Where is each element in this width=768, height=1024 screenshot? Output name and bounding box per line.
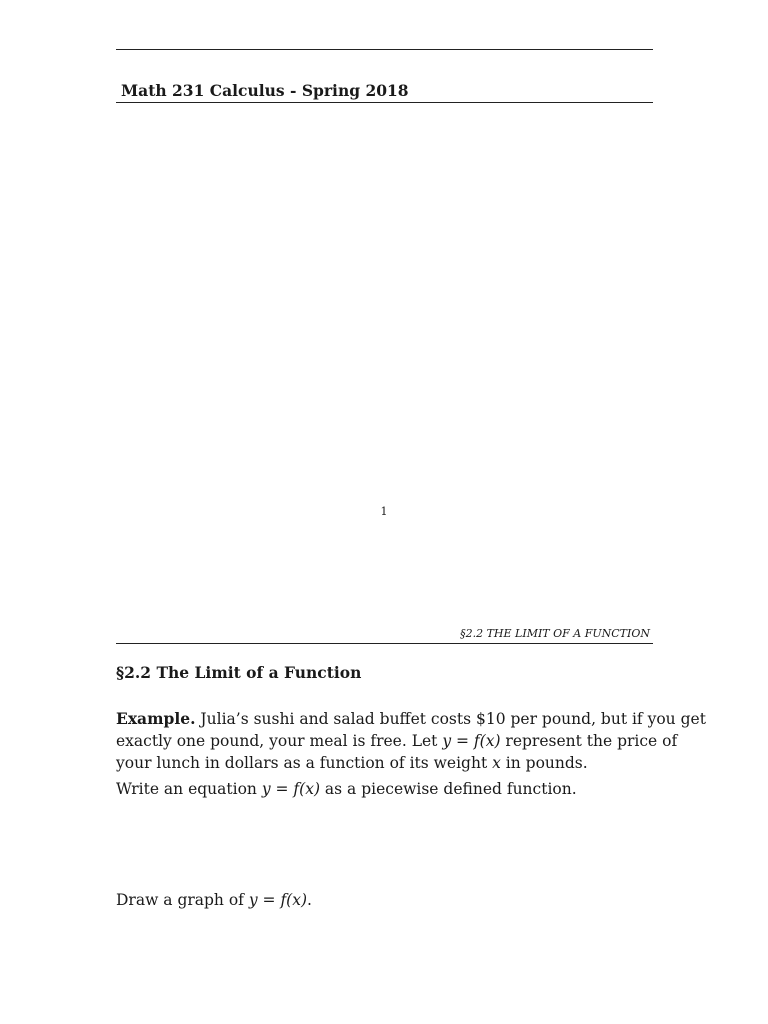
example-line-3	[116, 752, 653, 774]
task-1-before: Write an equation	[116, 780, 262, 798]
section-title: §2.2 The Limit of a Function	[116, 663, 362, 682]
course-title: Math 231 Calculus - Spring 2018	[121, 81, 409, 100]
task-2-equation: y = f(x)	[248, 891, 308, 909]
title-underline	[116, 102, 653, 103]
example-line-1	[116, 708, 706, 730]
example-equation: y = f(x)	[442, 732, 501, 750]
task-draw-graph	[116, 891, 312, 909]
task-write-equation	[116, 780, 577, 798]
example-text-1: Julia’s sushi and salad buffet costs $10 per pound, but if you get	[200, 710, 706, 728]
example-text-2b: represent the price of	[500, 732, 678, 750]
task-1-after: as a piecewise defined function.	[320, 780, 577, 798]
task-2-before: Draw a graph of	[116, 891, 249, 909]
task-1-equation: y = f(x)	[261, 780, 320, 798]
example-paragraph	[116, 708, 706, 774]
task-2-after: .	[307, 891, 312, 909]
top-rule	[116, 49, 653, 50]
page-number: 1	[380, 505, 388, 518]
example-text-2a: exactly one pound, your meal is free. Let	[116, 732, 443, 750]
example-variable: x	[492, 754, 501, 772]
example-label: Example.	[116, 709, 196, 728]
example-line-2	[116, 730, 678, 752]
page-2-header-rule	[116, 643, 653, 644]
running-header: §2.2 THE LIMIT OF A FUNCTION	[460, 627, 650, 640]
example-text-3b: in pounds.	[500, 754, 588, 772]
example-text-3a: your lunch in dollars as a function of its weight	[116, 754, 493, 772]
